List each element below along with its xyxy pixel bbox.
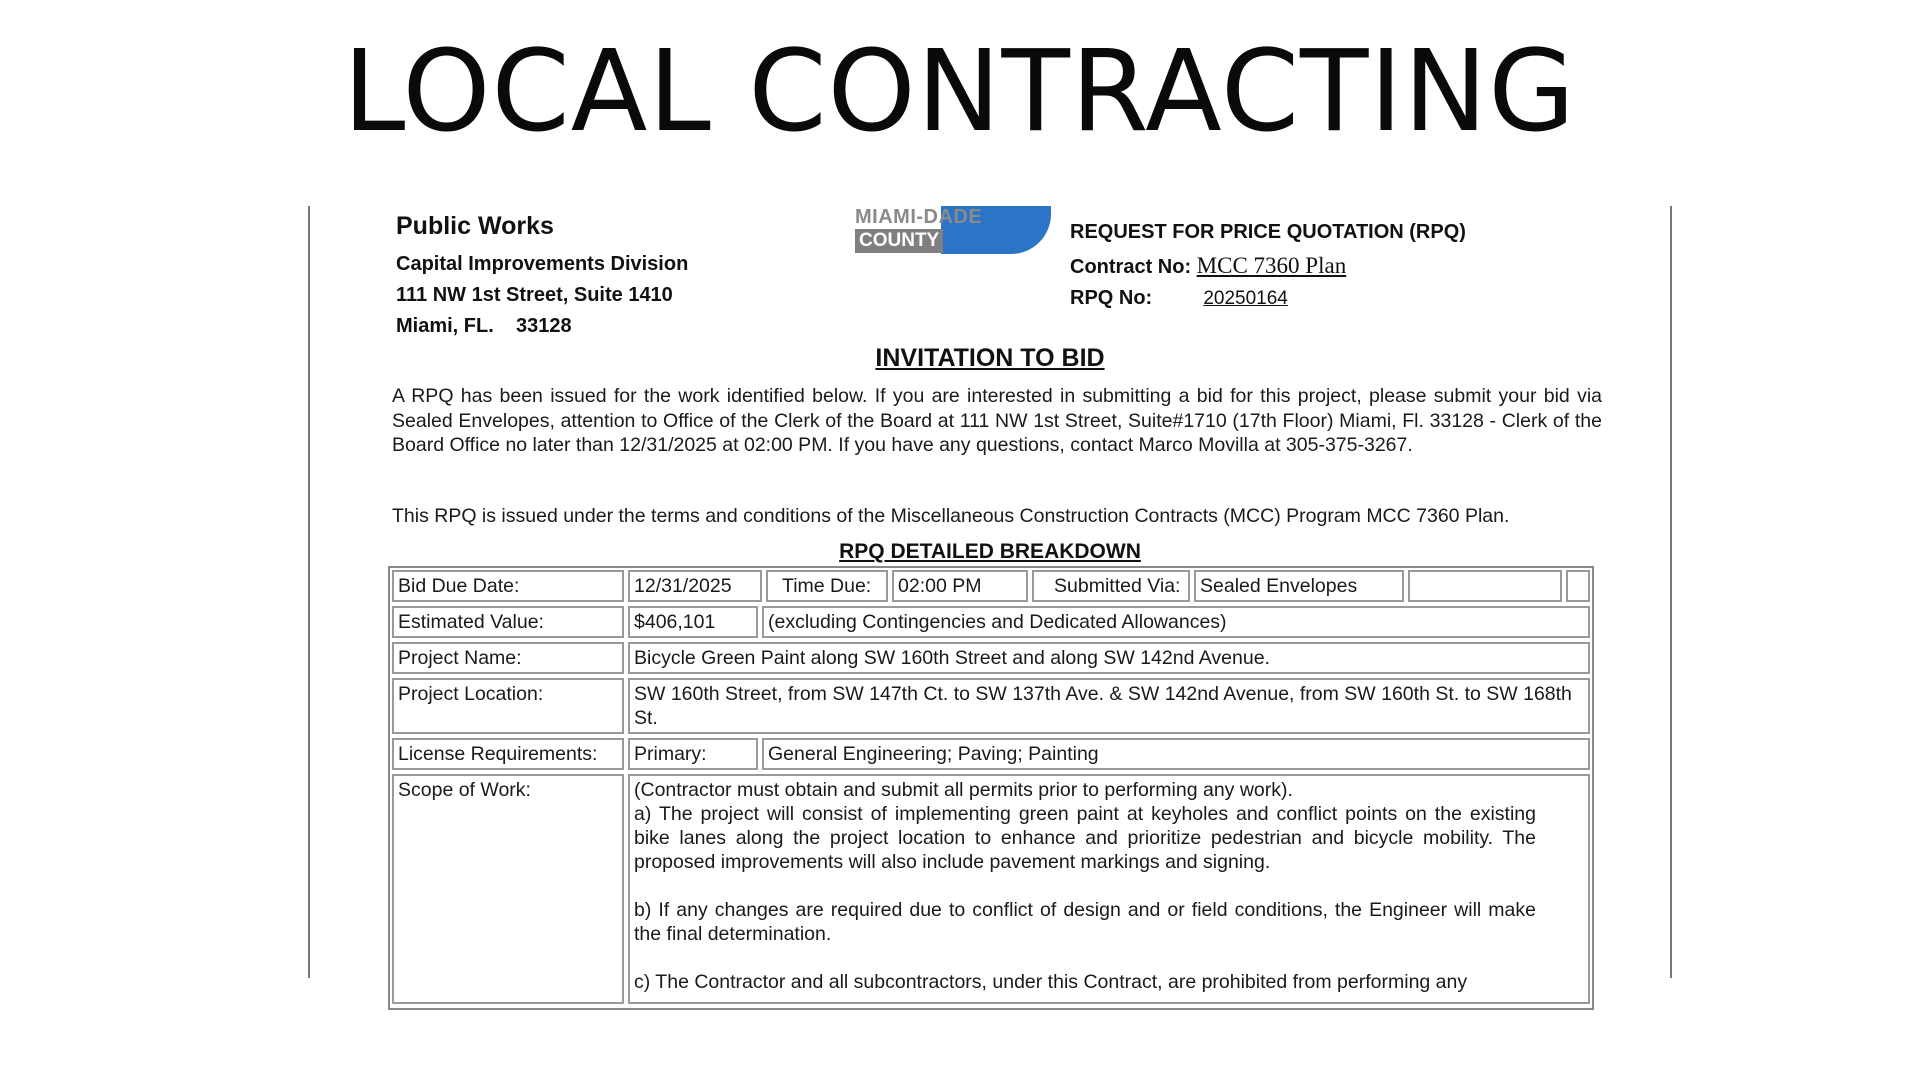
org-block [396, 212, 688, 342]
table-row [392, 642, 1590, 674]
project-location-label: Project Location: [392, 678, 624, 734]
rpq-label: RPQ No: [1070, 287, 1153, 309]
org-city-zip [396, 311, 688, 342]
license-primary-label: Primary: [628, 738, 758, 770]
project-location-value: SW 160th Street, from SW 147th Ct. to SW 137th Ave. & SW 142nd Avenue, from SW 160th St. to SW 168th St. [628, 678, 1590, 734]
empty-cell [1566, 570, 1590, 602]
org-city: Miami, FL. [396, 315, 494, 337]
rpq-document [308, 206, 1672, 993]
table-row [392, 606, 1590, 638]
slide-title: LOCAL CONTRACTING [342, 27, 1577, 157]
submitted-via-value: Sealed Envelopes [1194, 570, 1404, 602]
rpq-value: 20250164 [1203, 288, 1288, 309]
rpq-row [1070, 282, 1466, 315]
time-due-label: Time Due: [766, 570, 888, 602]
contract-value: MCC 7360 Plan [1196, 253, 1347, 278]
submitted-via-label: Submitted Via: [1032, 570, 1190, 602]
scope-intro: (Contractor must obtain and submit all permits prior to performing any work). [634, 779, 1293, 801]
table-row [392, 678, 1590, 734]
rpq-breakdown-table [388, 566, 1594, 1010]
org-zip: 33128 [516, 315, 572, 337]
breakdown-title: RPQ DETAILED BREAKDOWN [839, 540, 1141, 563]
miami-dade-logo [855, 206, 1055, 256]
rpq-title: REQUEST FOR PRICE QUOTATION (RPQ) [1070, 221, 1466, 243]
contract-row [1070, 249, 1466, 282]
bid-due-date-value: 12/31/2025 [628, 570, 762, 602]
estimated-value-label: Estimated Value: [392, 606, 624, 638]
license-primary-value: General Engineering; Paving; Painting [762, 738, 1590, 770]
org-address: 111 NW 1st Street, Suite 1410 [396, 284, 673, 306]
empty-cell [1408, 570, 1562, 602]
logo-line2: COUNTY [855, 229, 943, 253]
estimated-value: $406,101 [628, 606, 758, 638]
project-name-label: Project Name: [392, 642, 624, 674]
division-name: Capital Improvements Division [396, 253, 689, 275]
scope-item-a: a) The project will consist of implementing green paint at keyholes and conflict points on the existing bike lanes along the project location to enhance and prioritize pedestrian and bicycle mobility. The proposed improvements will also include pavement markings and signing. [634, 803, 1536, 873]
terms-paragraph: This RPQ is issued under the terms and conditions of the Miscellaneous Construction Contracts (MCC) Program MCC 7360 Plan. [392, 505, 1510, 527]
table-row [392, 570, 1590, 602]
contract-label: Contract No: [1070, 256, 1192, 278]
scope-item-b: b) If any changes are required due to conflict of design and or field conditions, the Engineer will make the final determination. [634, 899, 1536, 945]
table-row [392, 774, 1590, 1004]
license-label: License Requirements: [392, 738, 624, 770]
time-due-value: 02:00 PM [892, 570, 1028, 602]
rpq-header [1070, 216, 1466, 315]
project-name-value: Bicycle Green Paint along SW 160th Street and along SW 142nd Avenue. [628, 642, 1590, 674]
table-row [392, 738, 1590, 770]
scope-value [628, 774, 1590, 1004]
estimated-value-note: (excluding Contingencies and Dedicated Allowances) [762, 606, 1590, 638]
intro-paragraph: A RPQ has been issued for the work identified below. If you are interested in submitting a bid for this project, please submit your bid via Sealed Envelopes, attention to Office of the Clerk of the Board at 111 NW 1st Street, Suite#1710 (17th Floor) Miami, Fl. 33128 - Clerk of the Board Office no later than 12/31/2025 at 02:00 PM. If you have any questions, contact Marco Movilla at 305-375-3267. [392, 385, 1602, 456]
scope-item-c: c) The Contractor and all subcontractors, under this Contract, are prohibited from performing any [634, 971, 1468, 993]
scope-label: Scope of Work: [392, 774, 624, 1004]
bid-due-date-label: Bid Due Date: [392, 570, 624, 602]
logo-line1: MIAMI-DADE [855, 206, 983, 228]
invitation-title: INVITATION TO BID [875, 344, 1105, 372]
department-name: Public Works [396, 212, 554, 240]
